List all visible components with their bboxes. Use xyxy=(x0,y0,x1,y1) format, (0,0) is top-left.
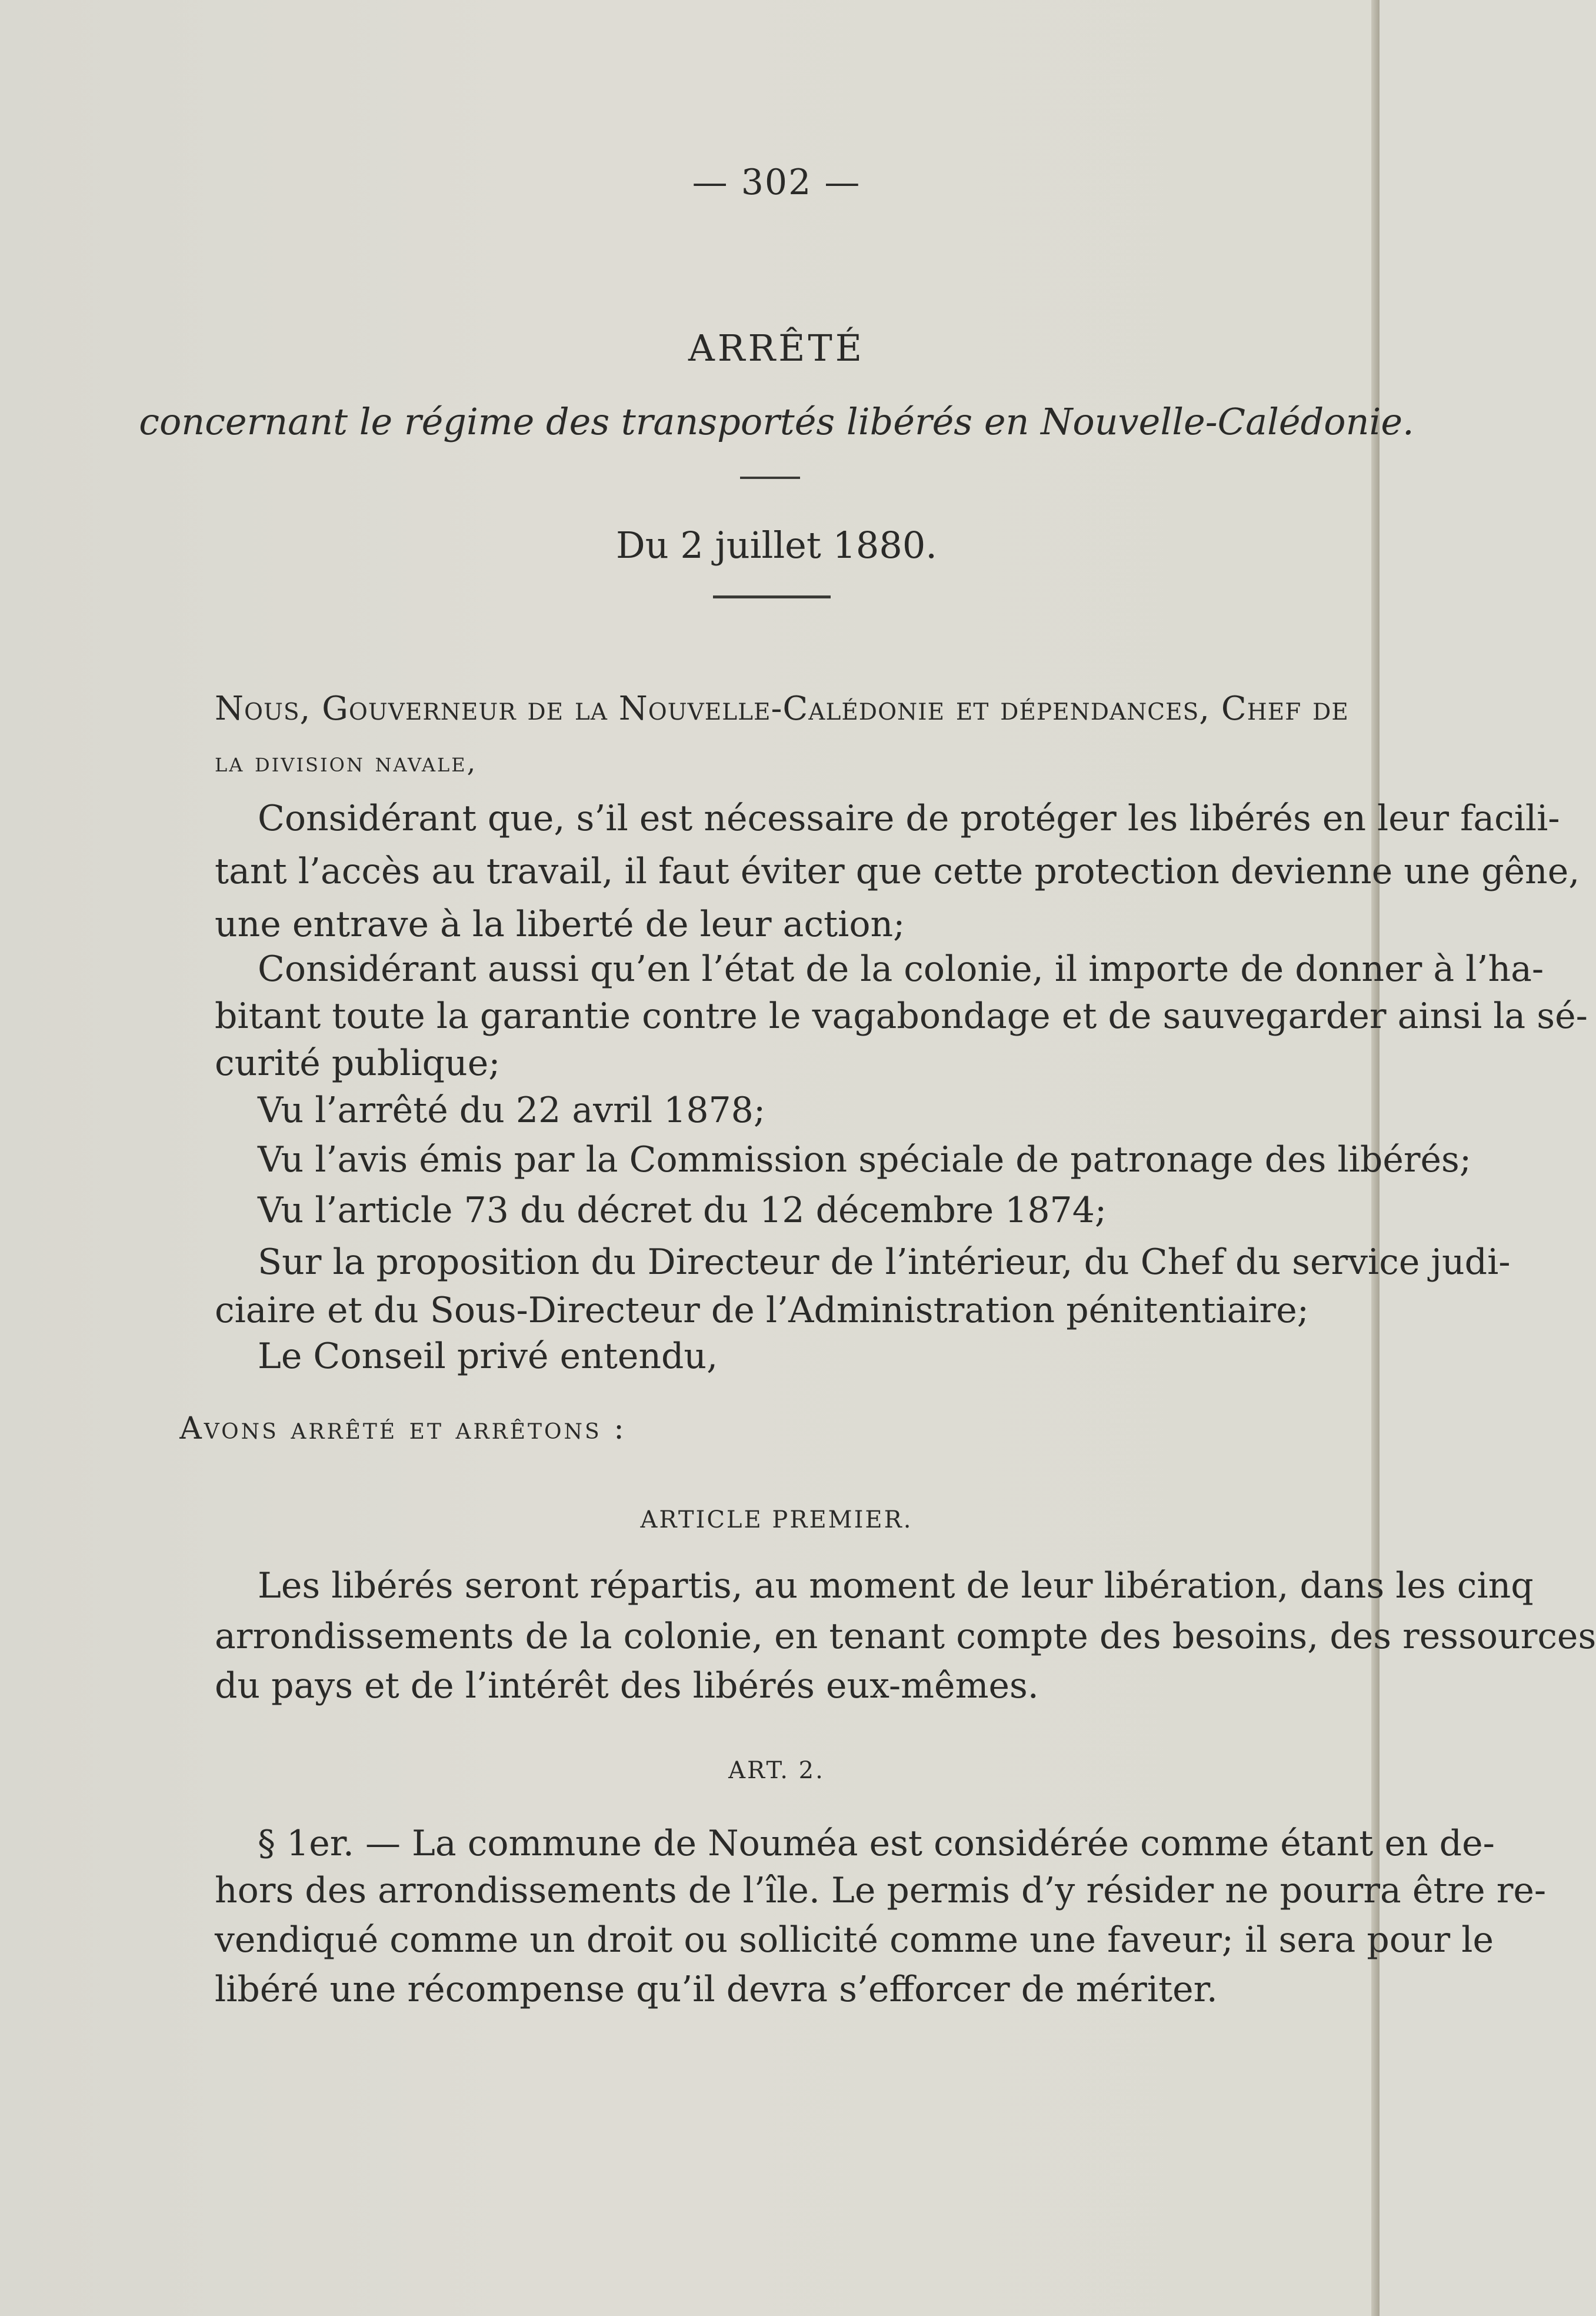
body-line: Vu l’article 73 du décret du 12 décembre 1874; xyxy=(258,1190,1107,1231)
article-2-heading: ART. 2. xyxy=(728,1757,825,1784)
body-line: Considérant aussi qu’en l’état de la colonie, il importe de donner à l’ha- xyxy=(258,949,1544,990)
article-2-line: vendiqué comme un droit ou sollicité comme une faveur; il sera pour le xyxy=(215,1919,1494,1961)
body-line: tant l’accès au travail, il faut éviter que cette protection devienne une gêne, xyxy=(215,851,1580,892)
body-line: curité publique; xyxy=(215,1043,501,1084)
body-line: une entrave à la liberté de leur action; xyxy=(215,904,905,945)
article-2-line: libéré une récompense qu’il devra s’efforcer de mériter. xyxy=(215,1969,1218,2010)
article-1-line: Les libérés seront répartis, au moment de leur libération, dans les cinq xyxy=(258,1565,1534,1606)
page-number: — 302 — xyxy=(692,162,861,203)
title-rule xyxy=(740,477,800,479)
body-line: Sur la proposition du Directeur de l’intérieur, du Chef du service judi- xyxy=(258,1242,1511,1283)
preamble-line: Nous, Gouverneur de la Nouvelle-Calédonie et dépendances, Chef de xyxy=(215,690,1349,728)
body-line: bitant toute la garantie contre le vagabondage et de sauvegarder ainsi la sé- xyxy=(215,996,1588,1037)
body-line: Le Conseil privé entendu, xyxy=(258,1336,718,1377)
enacting-formula: Avons arrêté et arrêtons : xyxy=(179,1411,627,1446)
body-line: ciaire et du Sous-Directeur de l’Administration pénitentiaire; xyxy=(215,1290,1309,1331)
article-1-heading: ARTICLE PREMIER. xyxy=(640,1506,913,1533)
document-date: Du 2 juillet 1880. xyxy=(616,524,937,567)
article-1-line: arrondissements de la colonie, en tenant compte des besoins, des ressources xyxy=(215,1616,1596,1657)
article-1-line: du pays et de l’intérêt des libérés eux-mêmes. xyxy=(215,1665,1039,1706)
date-rule xyxy=(713,595,831,598)
body-line: Vu l’arrêté du 22 avril 1878; xyxy=(258,1090,766,1131)
body-line: Considérant que, s’il est nécessaire de protéger les libérés en leur facili- xyxy=(258,798,1560,839)
body-line: Vu l’avis émis par la Commission spéciale de patronage des libérés; xyxy=(258,1139,1472,1180)
article-2-line: hors des arrondissements de l’île. Le permis d’y résider ne pourra être re- xyxy=(215,1870,1547,1911)
article-2-line: § 1er. — La commune de Nouméa est considérée comme étant en de- xyxy=(258,1823,1495,1864)
document-subtitle: concernant le régime des transportés libérés en Nouvelle-Calédonie. xyxy=(139,400,1414,443)
preamble-line: la division navale, xyxy=(215,746,478,778)
document-title: ARRÊTÉ xyxy=(688,327,865,370)
